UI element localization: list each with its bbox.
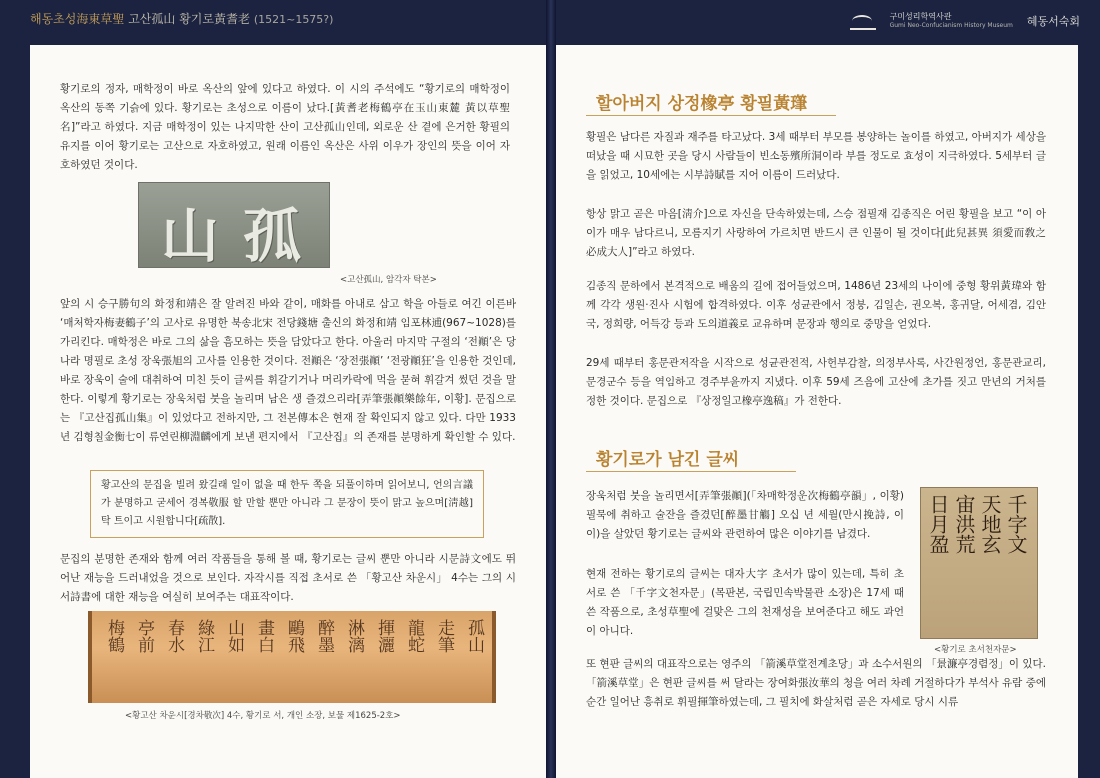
scroll-column: 孤山 bbox=[464, 619, 484, 653]
scroll-column: 走筆 bbox=[434, 619, 454, 653]
heading-underline bbox=[586, 471, 796, 472]
calligraphy-scroll-image bbox=[88, 611, 496, 703]
museum-logo-icon bbox=[850, 12, 876, 30]
rubbing-char-2: 孤 bbox=[243, 202, 302, 270]
quote-text: 황고산의 문집을 빌려 왔길래 일이 없을 때 한두 쪽을 되풀이하며 읽어보니, 언의言議가 분명하고 굳세어 경복敬服 할 만할 뿐만 아니라 그 문장이 뜻이 맑고 높으며[淸越] 탁 트이고 시원합니다[疏散]. bbox=[101, 480, 473, 527]
heading-underline bbox=[586, 115, 836, 116]
left-page bbox=[30, 45, 546, 778]
running-title-years: (1521~1575?) bbox=[253, 13, 334, 26]
running-title: 고산孤山 황기로黃耆老 bbox=[128, 12, 250, 26]
scroll-column: 綠江 bbox=[194, 619, 214, 653]
scroll-column: 鷗飛 bbox=[284, 619, 304, 653]
right-paragraph-3: 김종직 문하에서 본격적으로 배움의 길에 접어들었으며, 1486년 23세의 나이에 중형 황위黃瑋와 함께 각각 생원·진사 시험에 합격하였다. 이후 성균관에서 정붕, 김일손, 권오복, 홍귀달, 어세겸, 김안국, 정희량, 어득강 등과 도의道義로 교유하며 문장과 행의로 중망을 얻었다. bbox=[586, 280, 1046, 330]
callig-column: 宙洪荒 bbox=[952, 494, 976, 554]
section-heading-writings: 황기로가 남긴 글씨 bbox=[596, 450, 740, 470]
scroll-column: 淋漓 bbox=[344, 619, 364, 653]
right-paragraph-7: 또 현판 글씨의 대표작으로는 영주의 「箭溪草堂전계초당」과 소수서원의 「景濂亭경렴정」이 있다. 「箭溪草堂」은 현판 글씨를 써 달라는 장여화張汝華의 청을 여러 차례 거절하다가 부석사 유람 중에 순간 일어난 흥취로 휘필揮筆하였는데, 그 필치에 화살처럼 곧은 자세로 당시 시류 bbox=[586, 658, 1046, 708]
rubbing-image bbox=[138, 182, 330, 268]
book-gutter bbox=[546, 0, 556, 778]
running-title-gold: 해동초성海東草聖 bbox=[30, 12, 125, 26]
scroll-column: 春水 bbox=[164, 619, 184, 653]
right-paragraph-5: 장욱처럼 붓을 놀리면서[弄筆張顚](「차매학정운次梅鶴亭韻」, 이황) 필묵에 취하고 술잔을 즐겼던[醉墨甘觴] 오십 년 세월(만시挽詩, 이이)을 살았던 황기로는 글씨와 관련하여 많은 이야기를 남겼다. bbox=[586, 490, 904, 540]
right-paragraph-6: 현재 전하는 황기로의 글씨는 대자大字 초서가 많이 있는데, 특히 초서로 쓴 「千字文천자문」(목판본, 국립민속박물관 소장)은 17세 때 쓴 작품으로, 초성草聖에 걸맞은 그의 천재성을 보여준다고 해도 과언이 아니다. bbox=[586, 568, 904, 637]
left-paragraph-1: 황기로의 정자, 매학정이 바로 옥산의 앞에 있다고 하였다. 이 시의 주석에도 “황기로의 매학정이 옥산의 동쪽 기슭에 있다. 황기로는 초성으로 이름이 났다.[黃耆老梅鶴亭在玉山東麓 黃以草聖名]”라고 하였다. 지금 매학정이 있는 나지막한 산이 고산孤山인데, 외로운 산 곁에 은거한 황필의 유지를 이어 황기로는 고산으로 자호하였고, 원래 이름인 옥산은 사위 이우가 장인의 뜻을 이어 자호하였던 것이다. bbox=[60, 83, 510, 171]
rubbing-char-1: 山 bbox=[161, 202, 220, 270]
left-paragraph-3: 문집의 분명한 존재와 함께 여러 작품들을 통해 볼 때, 황기로는 글씨 뿐만 아니라 시문詩文에도 뛰어난 재능을 드러내었을 것으로 보인다. 자작시를 직접 초서로 쓴 「황고산 차운시」 4수는 그의 시서詩書에 대한 재능을 여실히 보여주는 대표작이다. bbox=[60, 553, 516, 603]
scroll-column: 山如 bbox=[224, 619, 244, 653]
scroll-column: 揮灑 bbox=[374, 619, 394, 653]
calligraphy-thousand-character-image bbox=[920, 487, 1038, 639]
right-paragraph-2: 항상 맑고 곧은 마음[淸介]으로 자신을 단속하였는데, 스승 점필재 김종직은 어린 황필을 보고 “이 아이가 매우 남다르니, 모름지기 사랑하여 가르치면 반드시 큰 인물이 될 것이다[此兒甚異 須愛而敎之 必成大人]”라고 하였다. bbox=[586, 208, 1046, 258]
society-signature: 혜동서숙회 bbox=[1026, 15, 1080, 28]
museum-name: 구미성리학역사관 Gumi Neo-Confucianism History Museum bbox=[889, 12, 1013, 29]
callig-column: 千字文 bbox=[1004, 494, 1028, 554]
calligraphy-caption: <황기로 초서천자문> bbox=[934, 645, 1017, 655]
scroll-column: 畫白 bbox=[254, 619, 274, 653]
callig-column: 日月盈 bbox=[926, 494, 950, 554]
scroll-column: 亭前 bbox=[134, 619, 154, 653]
right-page bbox=[556, 45, 1078, 778]
right-paragraph-1: 황필은 남다른 자질과 재주를 타고났다. 3세 때부터 부모를 봉양하는 놀이를 하였고, 아버지가 세상을 떠났을 때 시묘한 곳을 당시 사람들이 빈소동殯所洞이라 부를 정도로 효성이 지극하였다. 5세부터 글을 읽었고, 10세에는 시부詩賦를 지어 이름이 드러났다. bbox=[586, 131, 1046, 181]
right-paragraph-4: 29세 때부터 홍문관저작을 시작으로 성균관전적, 사헌부감찰, 의정부사록, 사간원정언, 홍문관교리, 문경군수 등을 역임하고 경주부윤까지 지냈다. 이후 59세 즈음에 고산에 초가를 짓고 만년의 거처를 정한 것이다. 문집으로 『상정일고橡亭逸稿』가 전한다. bbox=[586, 357, 1046, 407]
scroll-column: 龍蛇 bbox=[404, 619, 424, 653]
running-header bbox=[30, 10, 333, 27]
scroll-column: 醉墨 bbox=[314, 619, 334, 653]
callig-column: 天地玄 bbox=[978, 494, 1002, 554]
quote-box bbox=[90, 470, 484, 538]
left-paragraph-2: 앞의 시 승구勝句의 화정和靖은 잘 알려진 바와 같이, 매화를 아내로 삼고 학을 아들로 여긴 이른바 ‘매처학자梅妻鶴子’의 고사로 유명한 북송北宋 전당錢塘 출신의 화정和靖 임포林逋(967~1028)를 가리킨다. 매학정은 바로 그의 삶을 흠모하는 뜻을 담았다고 한다. 아울러 마지막 구절의 ‘전顚’은 당나라 명필로 초성 장욱張旭의 고사를 인용한 것이다. 전顚은 ‘장전張顚’ ‘전광顚狂’을 인용한 것인데, 바로 장욱이 술에 대취하여 미친 듯이 글씨를 휘갈기거나 머리카락에 먹을 묻혀 휘갈겨 썼던 것을 말한다. 이렇게 황기로는 장욱처럼 붓을 놀리며 남은 생 즐겼으리라[弄筆張顚樂餘年, 이황]. 문집으로는 『고산집孤山集』이 있었다고 전하지만, 그 전본傳本은 현재 잘 확인되지 않고 있다. 다만 1933년 김형칠金衡七이 류연린柳淵麟에게 보낸 편지에서 『고산집』의 존재를 분명하게 확인할 수 있다. bbox=[60, 298, 516, 443]
section-heading-grandfather: 할아버지 상정橡亭 황필黃㻶 bbox=[596, 94, 808, 114]
rubbing-caption: <고산孤山, 암각자 탁본> bbox=[340, 275, 437, 285]
scroll-caption: <황고산 차운시[경차敬次] 4수, 황기로 서, 개인 소장, 보물 제1625-2호> bbox=[125, 711, 401, 721]
scroll-column: 梅鶴 bbox=[104, 619, 124, 653]
museum-branding bbox=[850, 12, 1080, 30]
